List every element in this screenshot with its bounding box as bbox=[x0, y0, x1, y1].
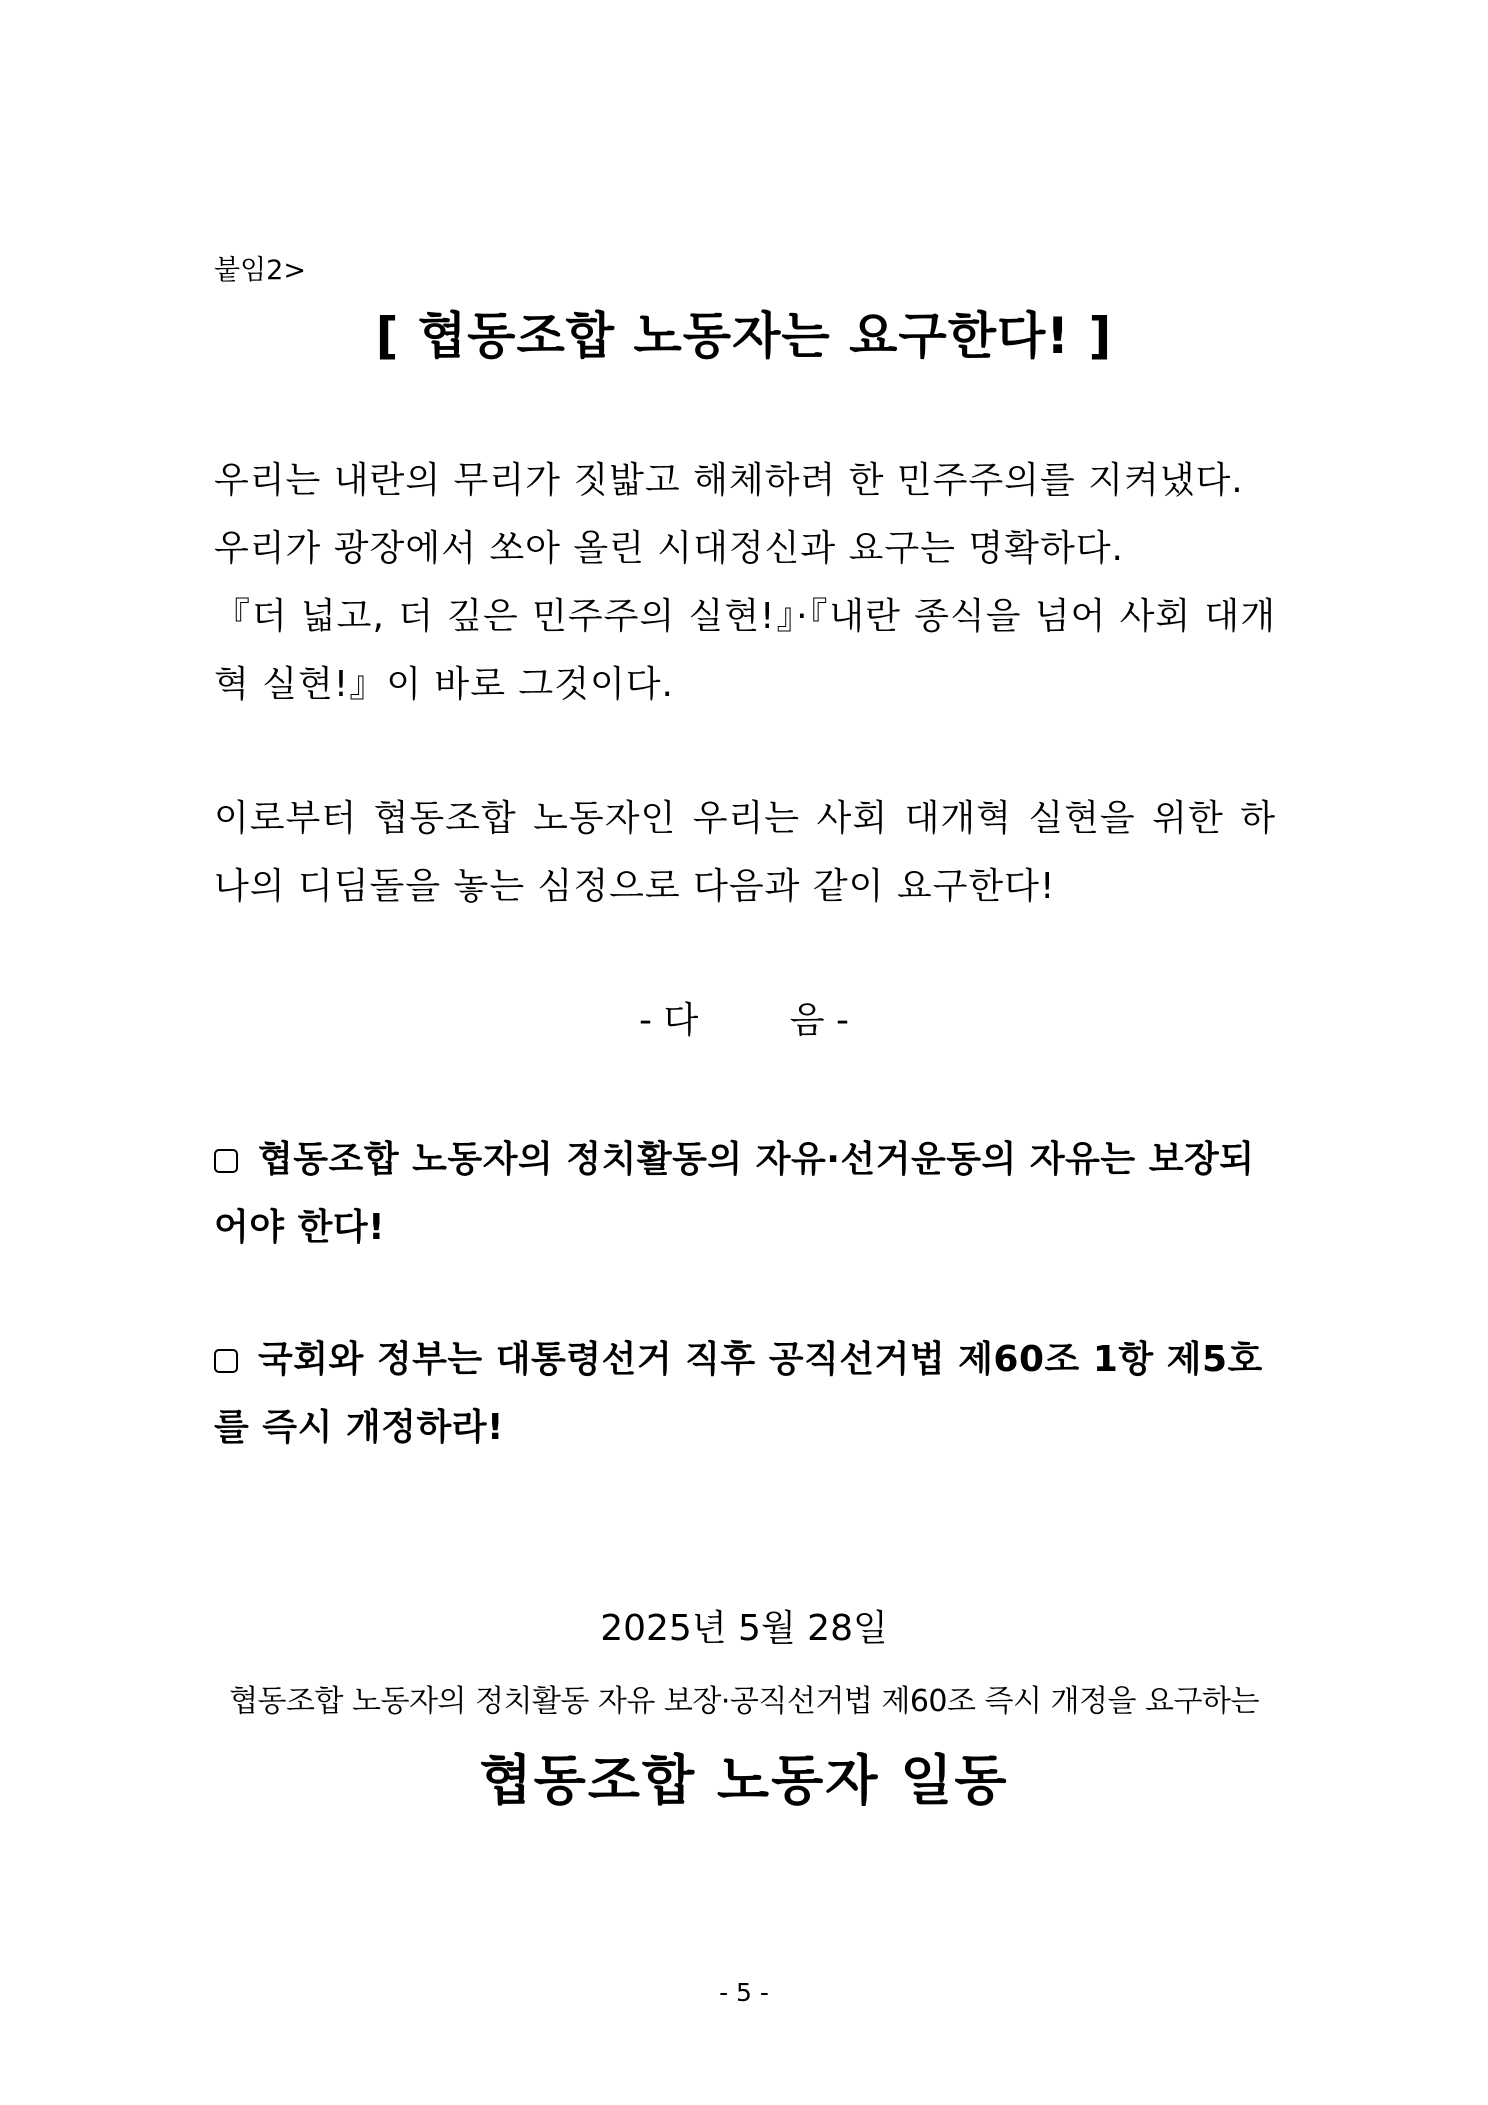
next-heading: - 다 음 - bbox=[639, 1000, 849, 1041]
signatory-description: 협동조합 노동자의 정치활동 자유 보장·공직선거법 제60조 즉시 개정을 요구하는 bbox=[229, 1684, 1259, 1719]
demand-item bbox=[214, 1326, 1276, 1462]
intro-sentence: 『더 넓고, 더 깊은 민주주의 실현!』·『내란 종식을 넘어 사회 대개혁 실현!』이 바로 그것이다. bbox=[214, 596, 1276, 705]
signatory: 협동조합 노동자 일동 bbox=[479, 1749, 1009, 1812]
document-date: 2025년 5월 28일 bbox=[600, 1608, 888, 1649]
attachment-label: 붙임2> bbox=[214, 255, 306, 286]
demand-item bbox=[214, 1126, 1276, 1262]
intro-paragraph bbox=[214, 447, 1276, 719]
checkbox-icon bbox=[214, 1149, 238, 1173]
second-paragraph-text: 이로부터 협동조합 노동자인 우리는 사회 대개혁 실현을 위한 하나의 디딤돌을 놓는 심정으로 다음과 같이 요구한다! bbox=[214, 798, 1276, 907]
document-title: [ 협동조합 노동자는 요구한다! ] bbox=[375, 307, 1113, 365]
intro-sentence: 우리가 광장에서 쏘아 올린 시대정신과 요구는 명확하다. bbox=[214, 528, 1124, 569]
second-paragraph bbox=[214, 785, 1276, 921]
checkbox-icon bbox=[214, 1349, 238, 1373]
intro-sentence: 우리는 내란의 무리가 짓밟고 해체하려 한 민주주의를 지켜냈다. bbox=[214, 460, 1244, 501]
demand-text: 국회와 정부는 대통령선거 직후 공직선거법 제60조 1항 제5호를 즉시 개정하라! bbox=[214, 1339, 1263, 1448]
demand-text: 협동조합 노동자의 정치활동의 자유·선거운동의 자유는 보장되어야 한다! bbox=[214, 1139, 1255, 1248]
page-number: - 5 - bbox=[719, 1978, 769, 2007]
